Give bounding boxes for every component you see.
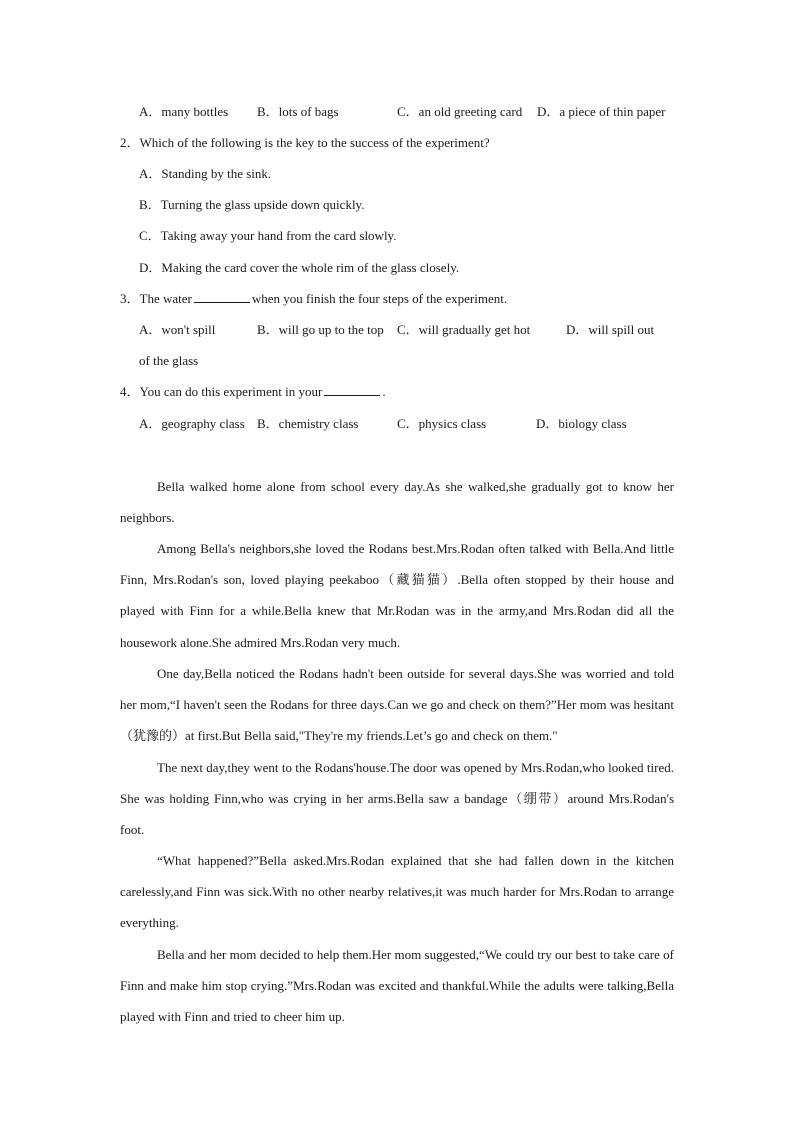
q1-option-a: A．many bottles bbox=[139, 104, 229, 119]
q4-option-c: C．physics class bbox=[397, 416, 487, 431]
paragraph-text: Among Bella's neighbors,she loved the Rodans best.Mrs.Rodan often talked with Bella.And little Finn, Mrs.Rodan's son, loved playing peekaboo（藏猫猫）.Bella often stopped by their house and played with Finn for a while.Bella knew that Mr.Rodan was in the army,and Mrs.Rodan did all the housework alone.She admired Mrs.Rodan very much. bbox=[120, 541, 674, 650]
paragraph-text: The next day,they went to the Rodans'house.The door was opened by Mrs.Rodan,who looked tired. She was holding Finn,who was crying in her arms.Bella saw a bandage（绷带）around Mrs.Rodan's foot. bbox=[120, 760, 674, 838]
q1-option-c: C．an old greeting card bbox=[397, 104, 523, 119]
q4-option-d: D．biology class bbox=[536, 416, 627, 431]
q3-option-d: D．will spill out bbox=[566, 322, 655, 337]
q4-option-a: A．geography class bbox=[139, 416, 245, 431]
passage-paragraph-5 bbox=[120, 845, 674, 939]
q4-option-b: B．chemistry class bbox=[257, 416, 359, 431]
q3-option-d-continued: of the glass bbox=[139, 353, 199, 368]
q2-option-a: A．Standing by the sink. bbox=[139, 166, 272, 181]
q1-option-d: D．a piece of thin paper bbox=[537, 104, 666, 119]
q1-option-b: B．lots of bags bbox=[257, 104, 339, 119]
q4-stem bbox=[120, 384, 386, 400]
q3-stem-before: 3．The water bbox=[120, 291, 192, 306]
passage-paragraph-3 bbox=[120, 658, 674, 752]
q2-option-c: C．Taking away your hand from the card slowly. bbox=[139, 228, 397, 243]
q3-stem-after: when you finish the four steps of the experiment. bbox=[251, 291, 508, 306]
passage-paragraph-6 bbox=[120, 939, 674, 1033]
q2-stem: 2．Which of the following is the key to the success of the experiment? bbox=[120, 135, 490, 150]
q4-stem-after: . bbox=[382, 384, 386, 399]
q2-option-b: B．Turning the glass upside down quickly. bbox=[139, 197, 365, 212]
paragraph-text: One day,Bella noticed the Rodans hadn't been outside for several days.She was worried and told her mom,“I haven't seen the Rodans for three days.Can we go and check on them?”Her mom was hesitant（犹豫的）at first.But Bella said,"They're my friends.Let’s go and check on them." bbox=[120, 666, 674, 744]
q4-stem-before: 4．You can do this experiment in your bbox=[120, 384, 323, 399]
passage-paragraph-1 bbox=[120, 471, 674, 533]
answer-blank bbox=[194, 291, 250, 303]
passage-paragraph-4 bbox=[120, 752, 674, 846]
q3-option-b: B．will go up to the top bbox=[257, 322, 384, 337]
paragraph-text: Bella and her mom decided to help them.Her mom suggested,“We could try our best to take care of Finn and make him stop crying.”Mrs.Rodan was excited and thankful.While the adults were talking,Bella played with Finn and tried to cheer him up. bbox=[120, 947, 674, 1025]
paragraph-text: “What happened?”Bella asked.Mrs.Rodan explained that she had fallen down in the kitchen carelessly,and Finn was sick.With no other nearby relatives,it was much harder for Mrs.Rodan to arrange everything. bbox=[120, 853, 674, 931]
paragraph-text: Bella walked home alone from school every day.As she walked,she gradually got to know her neighbors. bbox=[120, 479, 674, 526]
q2-option-d: D．Making the card cover the whole rim of the glass closely. bbox=[139, 260, 460, 275]
q3-stem bbox=[120, 291, 507, 307]
q3-option-c: C．will gradually get hot bbox=[397, 322, 531, 337]
q3-option-a: A．won't spill bbox=[139, 322, 216, 337]
passage-paragraph-2 bbox=[120, 533, 674, 658]
answer-blank bbox=[324, 384, 380, 396]
